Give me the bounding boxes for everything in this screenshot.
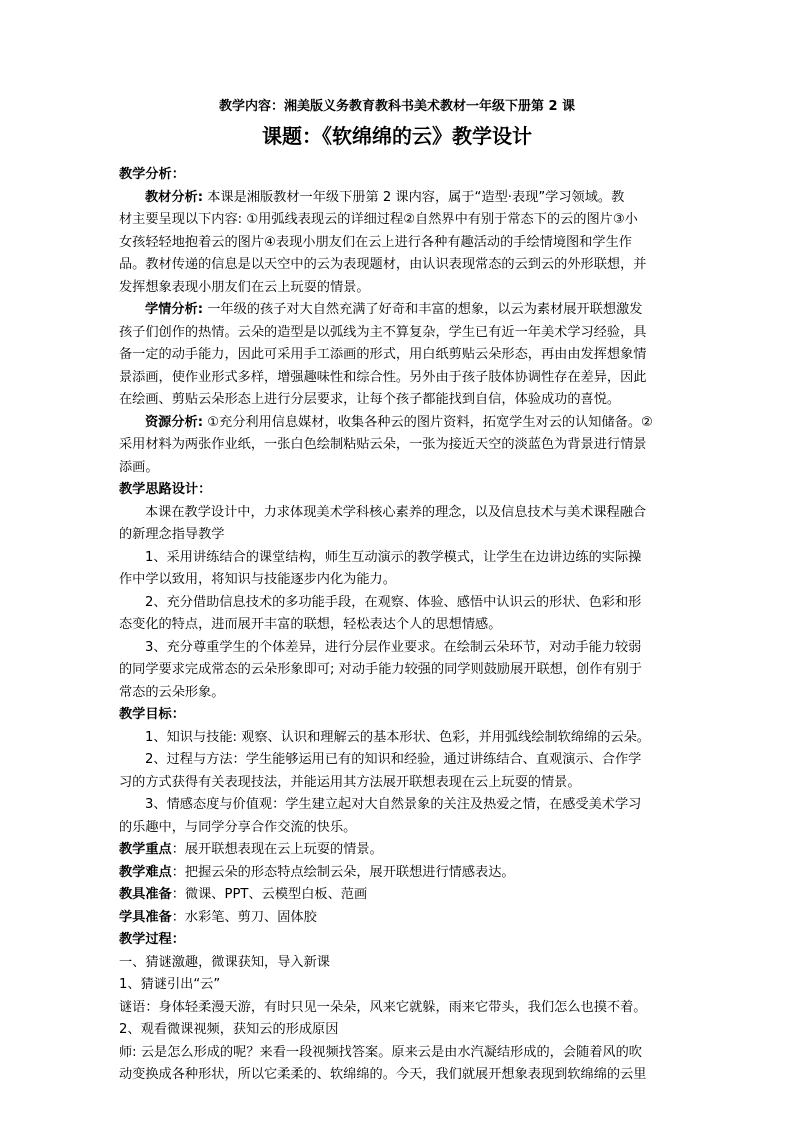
paragraph-line: 备一定的动手能力，因此可采用手工添画的形式，用白纸剪贴云朵形态，再由由发挥想象情 bbox=[119, 347, 647, 362]
paragraph-line: 女孩轻轻地抱着云的图片④表现小朋友们在云上进行各种有趣活动的手绘情境图和学生作 bbox=[119, 234, 632, 250]
resource-analysis-line bbox=[119, 412, 675, 435]
list-item: 3、情感态度与价值观：学生建立起对大自然景象的关注及热爱之情，在感受美术学习 bbox=[145, 797, 642, 812]
learner-analysis-text: 一年级的孩子对大自然充满了好奇和丰富的想象，以云为素材展开联想激发 bbox=[203, 302, 643, 317]
paragraph-line: 的乐趣中，与同学分享合作交流的快乐。 bbox=[119, 819, 357, 835]
paragraph-line: 的新理念指导教学 bbox=[119, 527, 225, 542]
teacher-tools-text: ：微课、PPT、云模型白板、范画 bbox=[171, 887, 368, 902]
paragraph-line: 添画。 bbox=[119, 459, 159, 475]
list-item: 1、采用讲练结合的课堂结构，师生互动演示的教学模式，让学生在边讲边练的实际操 bbox=[145, 549, 642, 565]
list-item: 2、充分借助信息技术的多功能手段，在观察、体验、感悟中认识云的形状、色彩和形 bbox=[145, 594, 642, 610]
student-tools-line bbox=[119, 907, 675, 930]
difficulty-label: 教学难点 bbox=[119, 864, 172, 880]
process-heading: 教学过程： bbox=[119, 932, 185, 947]
paragraph-line: 常态的云朵形象。 bbox=[119, 684, 225, 700]
paragraph-line: 采用材料为两张作业纸，一张白色绘制粘贴云朵，一张为接近天空的淡蓝色为背景进行情景 bbox=[119, 437, 647, 452]
paragraph-line: 师: 云是怎么形成的呢？来看一段视频找答案。原来云是由水汽凝结形成的，会随着风的吹 bbox=[119, 1044, 642, 1060]
paragraph-line: 材主要呈现以下内容: ①用弧线表现云的详细过程②自然界中有别于常态下的云的图片③小 bbox=[119, 212, 638, 227]
paragraph-line: 一、猜谜激趣，微课获知，导入新课 bbox=[119, 954, 330, 970]
material-analysis-text: 本课是湘版教材一年级下册第 2 课内容，属于“造型·表现”学习领域。教 bbox=[203, 189, 625, 205]
paragraph-line: 在绘画、剪贴云朵形态上进行分层要求，让每个孩子都能找到自信，体验成功的喜悦。 bbox=[119, 392, 621, 407]
paragraph-line: 的同学要求完成常态的云朵形象即可; 对动手能力较强的同学则鼓励展开联想，创作有别于 bbox=[119, 662, 642, 677]
key-point-line bbox=[119, 839, 675, 862]
difficulty-text: ：把握云朵的形态特点绘制云朵，展开联想进行情感表达。 bbox=[171, 864, 515, 880]
paragraph-line: 谜语：身体轻柔漫天游，有时只见一朵朵，风来它就躲，雨来它带头，我们怎么也摸不着。 bbox=[119, 999, 647, 1015]
paragraph-line: 2、观看微课视频，获知云的形成原因 bbox=[119, 1022, 339, 1037]
list-item: 2、过程与方法：学生能够运用已有的知识和经验，通过讲练结合、直观演示、合作学 bbox=[145, 752, 642, 767]
document-title: 课题：《软绵绵的云》教学设计 bbox=[262, 124, 532, 148]
list-item: 1、知识与技能: 观察、认识和理解云的基本形状、色彩，并用弧线绘制软绵绵的云朵。 bbox=[145, 729, 650, 745]
paragraph-line: 本课在教学设计中，力求体现美术学科核心素养的理念，以及信息技术与美术课程融合 bbox=[145, 504, 647, 520]
paragraph-line: 孩子们创作的热情。云朵的造型是以弧线为主不算复杂，学生已有近一年美术学习经验，具 bbox=[119, 324, 647, 340]
key-point-label: 教学重点 bbox=[119, 842, 172, 857]
document-body bbox=[119, 97, 675, 1087]
student-tools-label: 学具准备 bbox=[119, 909, 172, 925]
material-analysis-label: 教材分析: bbox=[145, 189, 204, 205]
paragraph-line: 动变换成各种形状，所以它柔柔的、软绵绵的。今天，我们就展开想象表现到软绵绵的云里 bbox=[119, 1067, 647, 1082]
paragraph-line: 态变化的特点，进而展开丰富的联想，轻松表达个人的思想情感。 bbox=[119, 617, 502, 632]
learner-analysis-line bbox=[119, 299, 675, 322]
design-heading: 教学思路设计： bbox=[119, 482, 212, 497]
goals-heading: 教学目标： bbox=[119, 707, 185, 722]
key-point-text: ：展开联想表现在云上玩耍的情景。 bbox=[171, 842, 383, 857]
paragraph-line: 作中学以致用，将知识与技能逐步内化为能力。 bbox=[119, 572, 396, 587]
paragraph-line: 1、猜谜引出“云” bbox=[119, 977, 221, 992]
lesson-content-line: 教学内容：湘美版义务教育教科书美术教材一年级下册第 2 课 bbox=[218, 99, 576, 114]
teacher-tools-line bbox=[119, 884, 675, 907]
paragraph-line: 品。教材传递的信息是以天空中的云为表现题材，由认识表现常态的云到云的外形联想，并 bbox=[119, 257, 647, 272]
teacher-tools-label: 教具准备 bbox=[119, 887, 172, 902]
difficulty-line bbox=[119, 862, 675, 885]
resource-analysis-text: ①充分利用信息媒材，收集各种云的图片资料，拓宽学生对云的认知储备。② bbox=[203, 414, 653, 430]
list-item: 3、充分尊重学生的个体差异，进行分层作业要求。在绘制云朵环节，对动手能力较弱 bbox=[145, 639, 642, 655]
material-analysis-line bbox=[119, 187, 675, 210]
learner-analysis-label: 学情分析: bbox=[145, 302, 204, 317]
student-tools-text: ：水彩笔、剪刀、固体胶 bbox=[171, 909, 317, 925]
paragraph-line: 习的方式获得有关表现技法，并能运用其方法展开联想表现在云上玩耍的情景。 bbox=[119, 774, 581, 790]
paragraph-line: 景添画，使作业形式多样，增强趣味性和综合性。另外由于孩子肢体协调性存在差异，因此 bbox=[119, 369, 647, 385]
resource-analysis-label: 资源分析: bbox=[145, 414, 204, 430]
paragraph-line: 发挥想象表现小朋友们在云上玩耍的情景。 bbox=[119, 279, 370, 295]
analysis-heading: 教学分析： bbox=[119, 167, 185, 182]
